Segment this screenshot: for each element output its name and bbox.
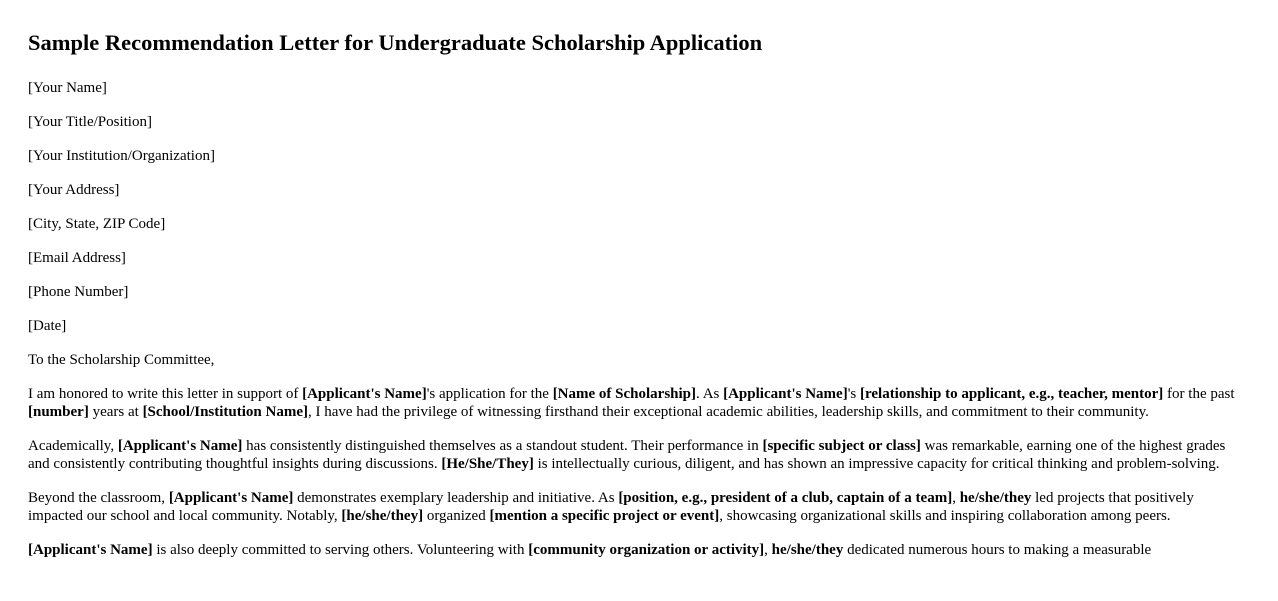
placeholder-bold: [position, e.g., president of a club, captain of a team] — [618, 490, 953, 506]
paragraph-text: , showcasing organizational skills and inspiring collaboration among peers. — [719, 508, 1171, 524]
paragraph-text: , — [764, 542, 772, 558]
body-paragraph — [28, 385, 1250, 421]
paragraph-text: dedicated numerous hours to making a measurable — [843, 542, 1152, 558]
paragraph-text: 's application for the — [426, 386, 553, 402]
paragraph-text: years at — [88, 404, 143, 420]
letter-body — [28, 385, 1250, 559]
paragraph-text: for the past — [1163, 386, 1235, 402]
placeholder-bold: [Applicant's Name] — [168, 490, 294, 506]
paragraph-text: . As — [696, 386, 724, 402]
paragraph-text: , I have had the privilege of witnessing firsthand their exceptional academic abilities, leadership skills, and commitment to their community. — [308, 404, 1149, 420]
placeholder-bold: he/she/they — [959, 490, 1032, 506]
placeholder-bold: [relationship to applicant, e.g., teacher, mentor] — [859, 386, 1164, 402]
body-paragraph — [28, 489, 1250, 525]
placeholder-bold: [Applicant's Name] — [117, 438, 243, 454]
paragraph-text: I am honored to write this letter in support of — [28, 386, 303, 402]
placeholder-bold: [community organization or activity] — [528, 542, 765, 558]
paragraph-text: organized — [423, 508, 490, 524]
placeholder-bold: [Name of Scholarship] — [552, 386, 697, 402]
body-paragraph — [28, 437, 1250, 473]
sender-info-line: [Date] — [28, 318, 67, 334]
paragraph-text: is intellectually curious, diligent, and has shown an impressive capacity for critical thinking and problem-solving. — [533, 456, 1220, 472]
sender-info-line: [City, State, ZIP Code] — [28, 216, 166, 232]
sender-info-line: [Phone Number] — [28, 284, 129, 300]
placeholder-bold: [Applicant's Name] — [302, 386, 427, 402]
placeholder-bold: he/she/they — [771, 542, 844, 558]
sender-info-line: [Email Address] — [28, 250, 126, 266]
page-title: Sample Recommendation Letter for Undergraduate Scholarship Application — [28, 30, 763, 55]
paragraph-text: Beyond the classroom, — [28, 490, 169, 506]
paragraph-text: is also deeply committed to serving others. Volunteering with — [152, 542, 529, 558]
paragraph-text: Academically, — [28, 438, 118, 454]
sender-info-line: [Your Title/Position] — [28, 114, 152, 130]
sender-info-block — [28, 79, 1250, 335]
paragraph-text: 's — [847, 386, 860, 402]
sender-info-line: [Your Institution/Organization] — [28, 148, 215, 164]
body-paragraph — [28, 541, 1250, 559]
placeholder-bold: [mention a specific project or event] — [489, 508, 720, 524]
placeholder-bold: [Applicant's Name] — [28, 542, 153, 558]
placeholder-bold: [number] — [28, 404, 89, 420]
placeholder-bold: [he/she/they] — [341, 508, 424, 524]
salutation: To the Scholarship Committee, — [28, 352, 215, 368]
paragraph-text: demonstrates exemplary leadership and initiative. As — [293, 490, 619, 506]
paragraph-text: has consistently distinguished themselves as a standout student. Their performance in — [242, 438, 763, 454]
placeholder-bold: [Applicant's Name] — [723, 386, 848, 402]
placeholder-bold: [He/She/They] — [441, 456, 534, 472]
paragraph-text: was remarkable, earning one of the highest grades and consistently contributing thoughtful insights during discussions. — [28, 438, 1226, 472]
paragraph-text: , — [952, 490, 960, 506]
sender-info-line: [Your Address] — [28, 182, 120, 198]
placeholder-bold: [specific subject or class] — [762, 438, 921, 454]
sender-info-line: [Your Name] — [28, 80, 107, 96]
paragraph-text: led projects that positively impacted our school and local community. Notably, — [28, 490, 1194, 524]
placeholder-bold: [School/Institution Name] — [142, 404, 308, 420]
